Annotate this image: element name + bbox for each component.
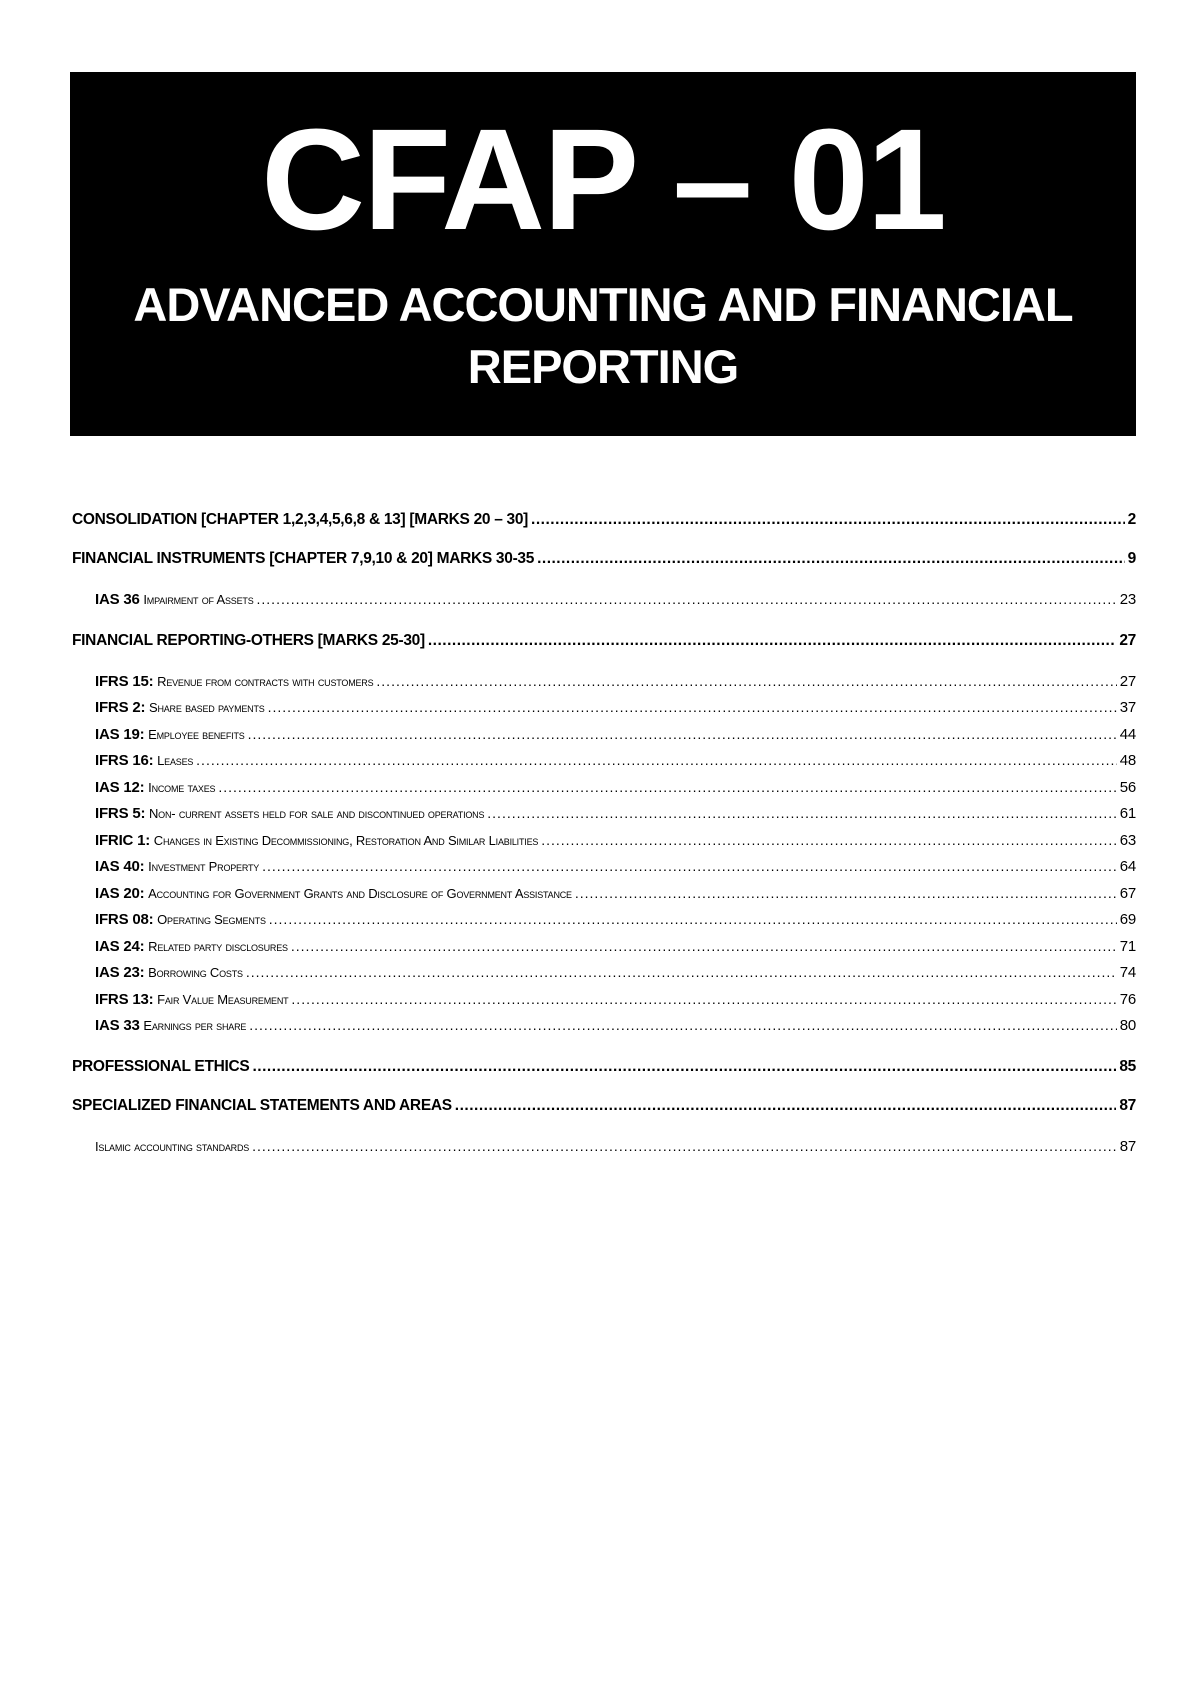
title-banner [70, 72, 1136, 436]
toc-standard-name: Changes in Existing Decommissioning, Restoration And Similar Liabilities [153, 832, 539, 848]
toc-subsection-entry[interactable] [72, 986, 1136, 1013]
toc-entry-title: SPECIALIZED FINANCIAL STATEMENTS AND AREAS [72, 1096, 452, 1114]
toc-standard-code: IFRIC 1: [95, 831, 151, 849]
toc-entry-title: CONSOLIDATION [CHAPTER 1,2,3,4,5,6,8 & 13] [MARKS 20 – 30] [72, 511, 529, 528]
toc-dot-leader [291, 986, 1116, 1013]
toc-dot-leader [248, 721, 1117, 748]
toc-entry-title [95, 1012, 246, 1040]
toc-entry-title [95, 959, 243, 987]
toc-page-number: 63 [1119, 831, 1136, 849]
toc-page-number: 67 [1119, 884, 1136, 902]
toc-dot-leader [252, 1047, 1116, 1086]
toc-subsection-entry[interactable] [72, 853, 1136, 880]
toc-page-number: 23 [1119, 591, 1136, 608]
toc-section-entry[interactable] [72, 1086, 1136, 1125]
toc-section-entry[interactable] [72, 539, 1136, 578]
toc-subsection-entry[interactable] [72, 933, 1136, 960]
toc-entry-title: FINANCIAL REPORTING-OTHERS [MARKS 25-30] [72, 631, 425, 649]
toc-page-number: 80 [1119, 1017, 1136, 1034]
toc-dot-leader [196, 747, 1117, 774]
toc-subsection-entry[interactable] [72, 906, 1136, 933]
toc-dot-leader [541, 827, 1117, 854]
toc-subsection-entry[interactable] [72, 694, 1136, 721]
toc-standard-code: IAS 24: [95, 937, 145, 955]
toc-subsection-entry[interactable] [72, 586, 1136, 613]
toc-standard-code: IAS 12: [95, 778, 145, 796]
toc-standard-code: IAS 33 [95, 1017, 140, 1034]
toc-entry-title: PROFESSIONAL ETHICS [72, 1057, 250, 1075]
toc-subsection-entry[interactable] [72, 827, 1136, 854]
subtitle-line-1: ADVANCED ACCOUNTING AND FINANCIAL [133, 278, 1073, 331]
toc-entry-title [95, 853, 259, 881]
toc-entry-title [95, 1133, 249, 1161]
toc-entry-title [95, 774, 215, 802]
toc-standard-code: IFRS 15: [95, 672, 154, 690]
toc-dot-leader [428, 621, 1116, 660]
toc-standard-name: Accounting for Government Grants and Disclosure of Government Assistance [148, 885, 572, 901]
document-title: CFAP – 01 [261, 99, 945, 260]
toc-dot-leader [291, 933, 1117, 960]
toc-dot-leader [455, 1086, 1117, 1125]
toc-page-number: 27 [1119, 631, 1136, 649]
toc-page-number: 37 [1119, 699, 1136, 716]
toc-standard-code: IFRS 5: [95, 805, 146, 822]
toc-standard-name: Employee benefits [148, 726, 245, 742]
toc-standard-name: Revenue from contracts with customers [157, 673, 374, 689]
toc-page-number: 74 [1119, 964, 1136, 981]
toc-entry-title [95, 747, 193, 775]
table-of-contents [72, 500, 1136, 1159]
toc-dot-leader [249, 1012, 1117, 1039]
toc-standard-name: Fair Value Measurement [157, 991, 289, 1007]
toc-standard-code: IFRS 08: [95, 911, 154, 928]
toc-standard-code: IAS 23: [95, 964, 145, 981]
toc-standard-name: Share based payments [148, 700, 265, 715]
toc-page-number: 71 [1119, 937, 1136, 955]
toc-standard-code: IFRS 16: [95, 752, 154, 769]
toc-entry-title [95, 800, 484, 828]
toc-page-number: 27 [1119, 672, 1136, 690]
toc-dot-leader [269, 906, 1117, 933]
toc-dot-leader [376, 668, 1116, 695]
toc-entry-title [95, 933, 288, 961]
toc-standard-name: Income taxes [148, 779, 216, 795]
toc-dot-leader [575, 880, 1117, 907]
toc-entry-title: FINANCIAL INSTRUMENTS [CHAPTER 7,9,10 & 20] MARKS 30-35 [72, 550, 535, 567]
toc-standard-name: Investment Property [148, 859, 260, 874]
toc-entry-title [95, 827, 538, 855]
toc-subsection-entry[interactable] [72, 1012, 1136, 1039]
toc-subsection-entry[interactable] [72, 747, 1136, 774]
toc-standard-code: IFRS 2: [95, 699, 146, 716]
toc-standard-name: Operating Segments [157, 912, 266, 927]
toc-standard-code: IAS 20: [95, 884, 145, 902]
toc-subsection-entry[interactable] [72, 800, 1136, 827]
toc-entry-title [95, 586, 254, 614]
toc-standard-code: IAS 19: [95, 725, 145, 743]
toc-dot-leader [252, 1133, 1117, 1160]
toc-section-entry[interactable] [72, 500, 1136, 539]
toc-page-number: 44 [1119, 725, 1136, 743]
toc-subsection-entry[interactable] [72, 774, 1136, 801]
toc-standard-name: Leases [157, 753, 194, 768]
toc-entry-title [95, 986, 288, 1014]
toc-entry-title [95, 721, 245, 749]
toc-dot-leader [262, 853, 1117, 880]
toc-subsection-entry[interactable] [72, 1133, 1136, 1160]
toc-page-number: 61 [1119, 805, 1136, 822]
toc-page-number: 76 [1119, 990, 1136, 1008]
toc-page-number: 56 [1119, 778, 1136, 796]
toc-standard-code: IAS 40: [95, 858, 145, 875]
toc-page-number: 87 [1119, 1096, 1136, 1114]
document-subtitle [70, 274, 1136, 398]
toc-dot-leader [246, 959, 1117, 986]
toc-page-number: 69 [1119, 911, 1136, 928]
toc-standard-name: Impairment of Assets [143, 592, 254, 607]
toc-standard-name: Islamic accounting standards [95, 1138, 250, 1154]
toc-page-number: 2 [1127, 511, 1136, 528]
toc-page-number: 64 [1119, 858, 1136, 875]
toc-standard-code: IAS 36 [95, 591, 140, 608]
toc-subsection-entry[interactable] [72, 721, 1136, 748]
toc-subsection-entry[interactable] [72, 668, 1136, 695]
toc-dot-leader [268, 694, 1117, 721]
toc-section-entry[interactable] [72, 621, 1136, 660]
toc-page-number: 87 [1119, 1137, 1136, 1155]
toc-page-number: 85 [1119, 1057, 1136, 1075]
toc-dot-leader [218, 774, 1116, 801]
toc-page-number: 9 [1127, 550, 1136, 567]
toc-dot-leader [487, 800, 1116, 827]
toc-subsection-entry[interactable] [72, 959, 1136, 986]
toc-entry-title [95, 880, 572, 908]
toc-dot-leader [531, 500, 1125, 539]
toc-entry-title [95, 694, 265, 722]
toc-standard-name: Non- current assets held for sale and discontinued operations [148, 806, 485, 821]
toc-section-entry[interactable] [72, 1047, 1136, 1086]
toc-entry-title [95, 668, 373, 696]
toc-standard-name: Earnings per share [143, 1018, 247, 1033]
toc-entry-title [95, 906, 266, 934]
toc-standard-code: IFRS 13: [95, 990, 154, 1008]
toc-subsection-entry[interactable] [72, 880, 1136, 907]
subtitle-line-2: REPORTING [467, 340, 739, 393]
toc-standard-name: Borrowing Costs [148, 965, 243, 980]
toc-dot-leader [257, 586, 1117, 613]
toc-dot-leader [537, 539, 1125, 578]
toc-page-number: 48 [1119, 752, 1136, 769]
toc-standard-name: Related party disclosures [148, 938, 288, 954]
